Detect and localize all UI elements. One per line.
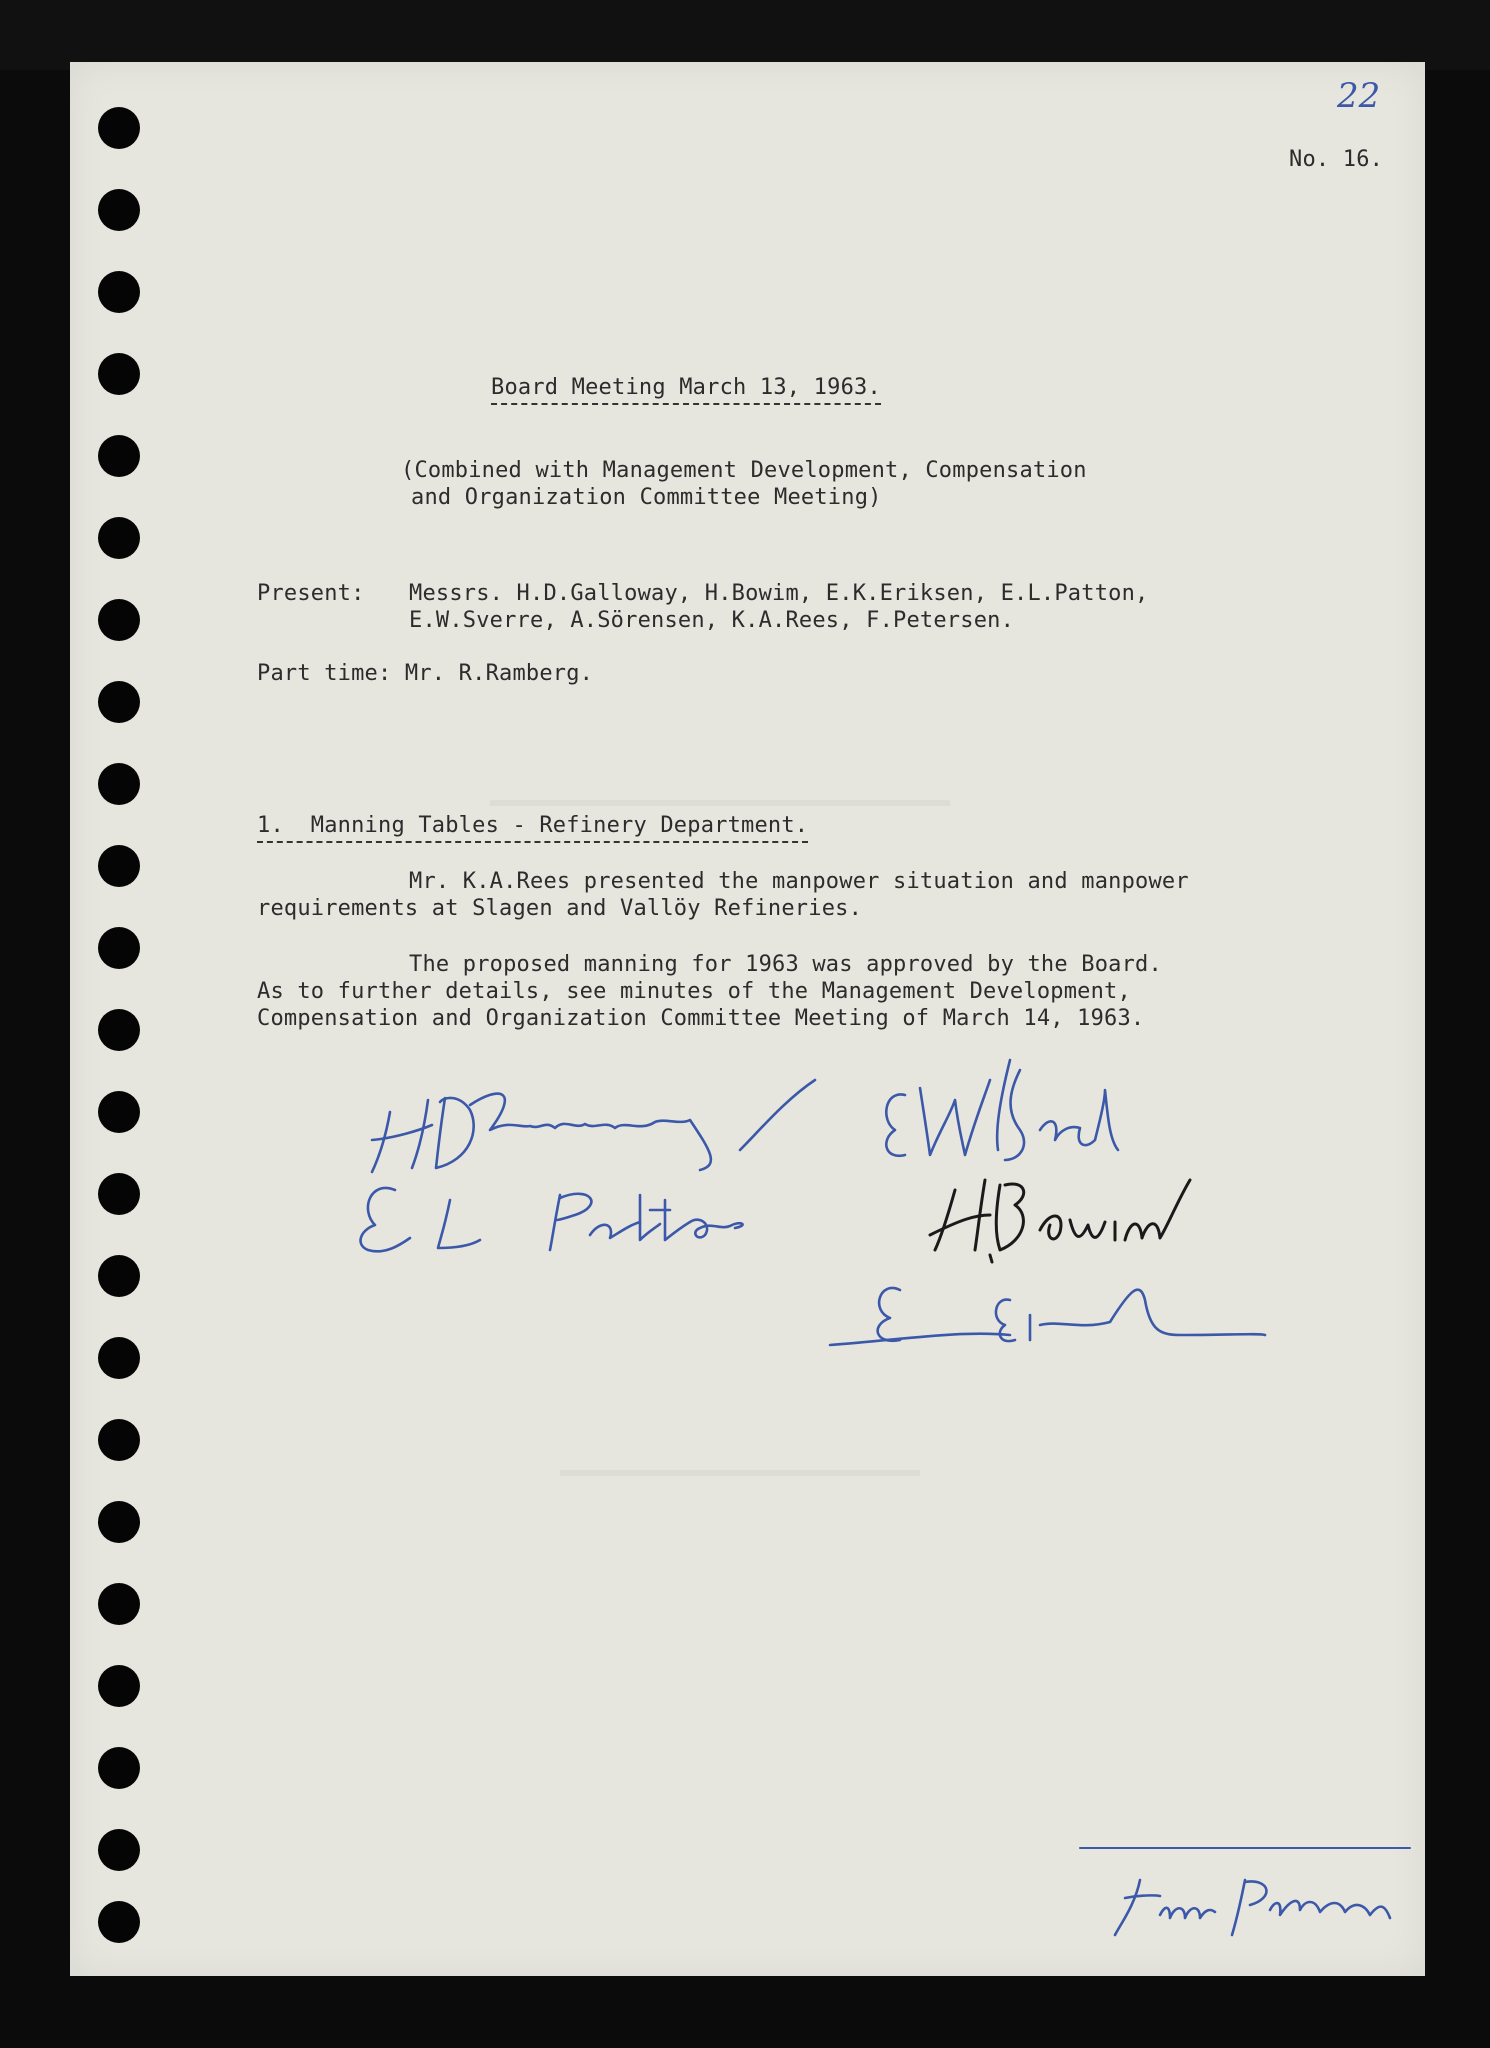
present-line-2: E.W.Sverre, A.Sörensen, K.A.Rees, F.Petersen. [409,608,1015,633]
present-label: Present: [257,581,365,606]
binder-hole [98,1173,140,1215]
binder-hole [98,927,140,969]
binder-hole [98,1665,140,1707]
subtitle-line-2: and Organization Committee Meeting) [411,485,882,510]
binder-hole [98,1747,140,1789]
handwritten-page-number: 22 [1337,76,1381,116]
binder-hole [98,1501,140,1543]
binder-hole [98,107,140,149]
binder-hole [98,353,140,395]
binder-hole [98,1419,140,1461]
binder-hole [98,1829,140,1871]
subtitle-line-1: (Combined with Management Development, Compensation [401,458,1087,483]
paragraph-1-line-1: Mr. K.A.Rees presented the manpower situation and manpower [409,869,1189,894]
binder-hole [98,1091,140,1133]
document-title [491,374,881,401]
binder-hole [98,189,140,231]
paragraph-2-line-3: Compensation and Organization Committee Meeting of March 14, 1963. [257,1006,1145,1031]
scan-background [0,0,1490,70]
paragraph-2-line-1: The proposed manning for 1963 was approved by the Board. [409,952,1162,977]
section-1-heading [257,812,808,839]
paragraph-1-line-2: requirements at Slagen and Vallöy Refineries. [257,896,863,921]
binder-hole [98,517,140,559]
binder-hole [98,435,140,477]
present-line-1: Messrs. H.D.Galloway, H.Bowim, E.K.Eriksen, E.L.Patton, [409,581,1149,606]
bleed-through-mark [560,1390,920,1476]
binder-hole [98,1583,140,1625]
part-time-line: Part time: Mr. R.Ramberg. [257,661,594,686]
section-1-heading-text: 1. Manning Tables - Refinery Department. [257,813,808,843]
binder-hole [98,1009,140,1051]
binder-hole [98,845,140,887]
title-text: Board Meeting March 13, 1963. [491,375,881,405]
binder-hole [98,1337,140,1379]
document-number: No. 16. [1289,147,1384,172]
binder-hole [98,1255,140,1297]
binder-hole [98,599,140,641]
binder-hole [98,1901,140,1943]
binder-hole [98,763,140,805]
paragraph-2-line-2: As to further details, see minutes of the Management Development, [257,979,1131,1004]
binder-hole [98,681,140,723]
bleed-through-mark [490,700,950,806]
binder-hole [98,271,140,313]
